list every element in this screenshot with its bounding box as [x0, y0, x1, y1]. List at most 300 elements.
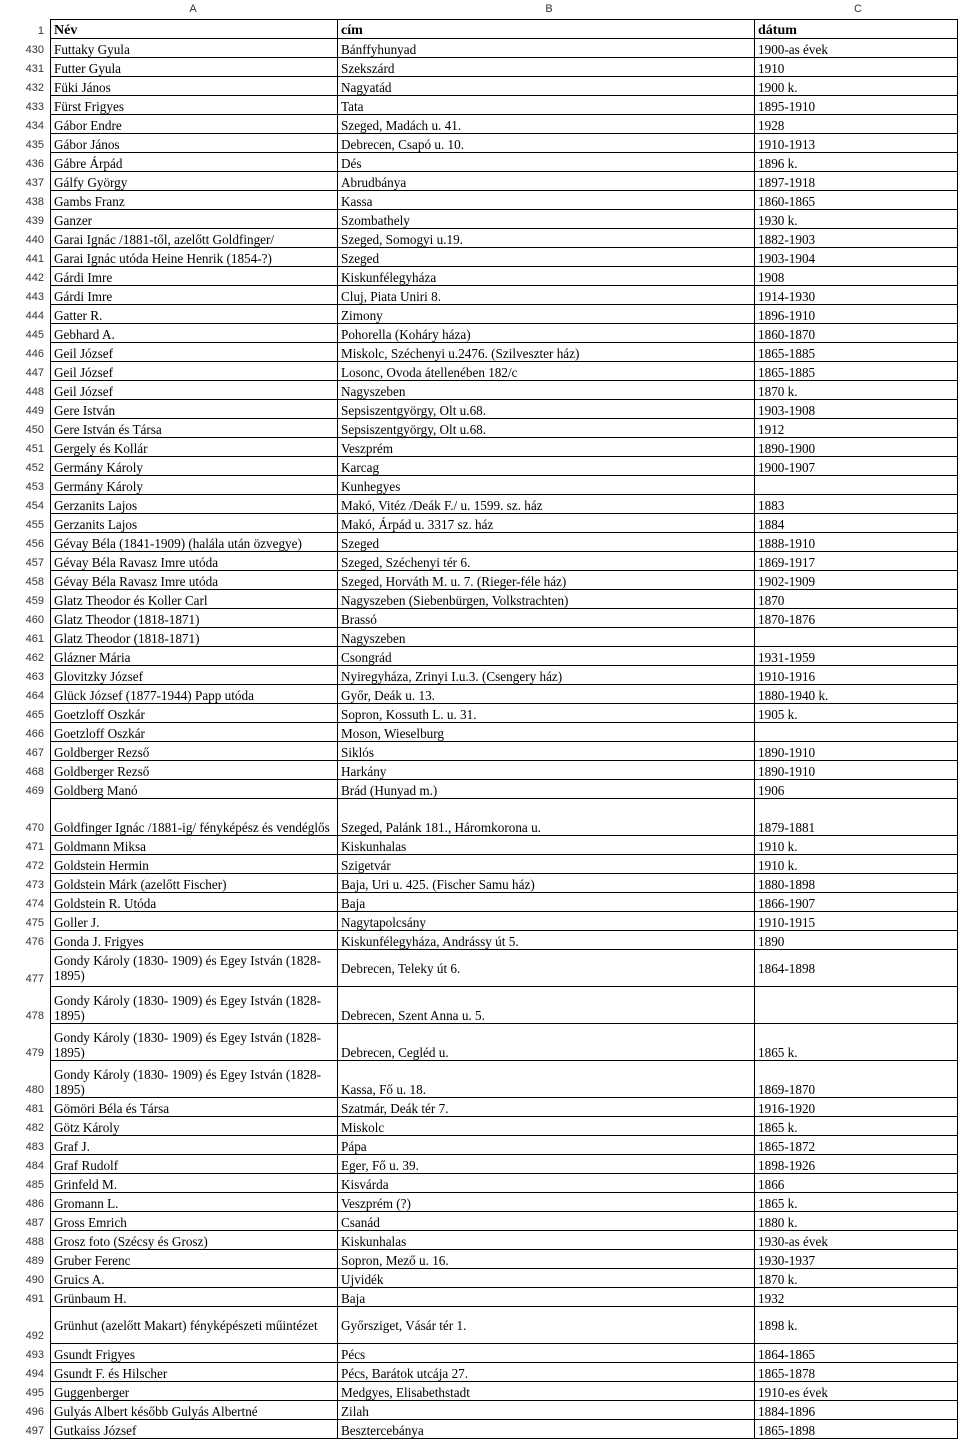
- date-cell[interactable]: [755, 987, 958, 1024]
- row-number[interactable]: 489: [25, 1254, 44, 1267]
- name-cell[interactable]: Glovitzky József: [51, 666, 338, 685]
- row-number[interactable]: 451: [25, 442, 44, 455]
- date-cell[interactable]: 1902-1909: [755, 571, 958, 590]
- name-cell[interactable]: Fürst Frigyes: [51, 96, 338, 115]
- name-cell[interactable]: Gárdi Imre: [51, 286, 338, 305]
- name-cell[interactable]: Gábor Endre: [51, 115, 338, 134]
- name-cell[interactable]: Gergely és Kollár: [51, 438, 338, 457]
- row-number[interactable]: 444: [25, 309, 44, 322]
- name-cell[interactable]: Goldstein Hermin: [51, 855, 338, 874]
- address-cell[interactable]: Kunhegyes: [338, 476, 755, 495]
- row-number[interactable]: 449: [25, 404, 44, 417]
- address-cell[interactable]: Kassa, Fő u. 18.: [338, 1061, 755, 1098]
- row-number[interactable]: 465: [25, 708, 44, 721]
- address-cell[interactable]: Kiskunfélegyháza, Andrássy út 5.: [338, 931, 755, 950]
- date-cell[interactable]: 1880-1898: [755, 874, 958, 893]
- name-cell[interactable]: Götz Károly: [51, 1117, 338, 1136]
- date-cell[interactable]: 1865 k.: [755, 1193, 958, 1212]
- date-cell[interactable]: 1890-1900: [755, 438, 958, 457]
- date-cell[interactable]: 1930-as évek: [755, 1231, 958, 1250]
- address-cell[interactable]: Pécs: [338, 1344, 755, 1363]
- row-number[interactable]: 462: [25, 651, 44, 664]
- date-cell[interactable]: 1890-1910: [755, 761, 958, 780]
- date-cell[interactable]: 1879-1881: [755, 799, 958, 836]
- date-cell[interactable]: 1931-1959: [755, 647, 958, 666]
- date-cell[interactable]: [755, 476, 958, 495]
- name-cell[interactable]: Goetzloff Oszkár: [51, 723, 338, 742]
- date-cell[interactable]: 1910-1915: [755, 912, 958, 931]
- row-number[interactable]: 486: [25, 1197, 44, 1210]
- address-cell[interactable]: Baja: [338, 1288, 755, 1307]
- date-cell[interactable]: 1898 k.: [755, 1307, 958, 1344]
- address-cell[interactable]: Nagytapolcsány: [338, 912, 755, 931]
- name-cell[interactable]: Grünhut (azelőtt Makart) fényképészeti műintézet: [51, 1307, 338, 1344]
- address-cell[interactable]: Nagyszeben (Siebenbürgen, Volkstrachten): [338, 590, 755, 609]
- row-number[interactable]: 438: [25, 195, 44, 208]
- address-cell[interactable]: Kisvárda: [338, 1174, 755, 1193]
- date-cell[interactable]: [755, 628, 958, 647]
- address-cell[interactable]: Brassó: [338, 609, 755, 628]
- date-cell[interactable]: 1865-1898: [755, 1420, 958, 1439]
- date-cell[interactable]: 1890-1910: [755, 742, 958, 761]
- address-cell[interactable]: Sopron, Kossuth L. u. 31.: [338, 704, 755, 723]
- date-cell[interactable]: 1864-1865: [755, 1344, 958, 1363]
- date-cell[interactable]: 1870-1876: [755, 609, 958, 628]
- name-cell[interactable]: Gerzanits Lajos: [51, 495, 338, 514]
- address-cell[interactable]: Bánffyhunyad: [338, 39, 755, 58]
- address-cell[interactable]: Dés: [338, 153, 755, 172]
- address-cell[interactable]: Eger, Fő u. 39.: [338, 1155, 755, 1174]
- name-cell[interactable]: Geil József: [51, 362, 338, 381]
- address-cell[interactable]: Veszprém: [338, 438, 755, 457]
- row-number[interactable]: 469: [25, 784, 44, 797]
- table-row: [0, 1212, 958, 1231]
- name-cell[interactable]: Füki János: [51, 77, 338, 96]
- name-cell[interactable]: Germány Károly: [51, 476, 338, 495]
- date-cell[interactable]: 1914-1930: [755, 286, 958, 305]
- address-cell[interactable]: Nagyszeben: [338, 381, 755, 400]
- name-cell[interactable]: Graf J.: [51, 1136, 338, 1155]
- address-cell[interactable]: Győr, Deák u. 13.: [338, 685, 755, 704]
- address-cell[interactable]: Szigetvár: [338, 855, 755, 874]
- row-number[interactable]: 440: [25, 233, 44, 246]
- name-cell[interactable]: Goetzloff Oszkár: [51, 704, 338, 723]
- row-number[interactable]: 492: [25, 1329, 44, 1342]
- date-cell[interactable]: 1869-1870: [755, 1061, 958, 1098]
- date-cell[interactable]: 1912: [755, 419, 958, 438]
- table-row: [0, 438, 958, 457]
- row-number[interactable]: 442: [25, 271, 44, 284]
- row-number[interactable]: 431: [25, 62, 44, 75]
- address-cell[interactable]: Sepsiszentgyörgy, Olt u.68.: [338, 419, 755, 438]
- address-cell[interactable]: Zimony: [338, 305, 755, 324]
- date-cell[interactable]: 1860-1870: [755, 324, 958, 343]
- row-number[interactable]: 433: [25, 100, 44, 113]
- row-number[interactable]: 493: [25, 1348, 44, 1361]
- table-row: [0, 647, 958, 666]
- name-cell[interactable]: Goldberger Rezső: [51, 742, 338, 761]
- date-cell[interactable]: 1865-1885: [755, 362, 958, 381]
- row-number[interactable]: 450: [25, 423, 44, 436]
- name-cell[interactable]: Grinfeld M.: [51, 1174, 338, 1193]
- row-number[interactable]: 480: [25, 1083, 44, 1096]
- row-number[interactable]: 485: [25, 1178, 44, 1191]
- date-cell[interactable]: 1916-1920: [755, 1098, 958, 1117]
- name-cell[interactable]: Gambs Franz: [51, 191, 338, 210]
- address-cell[interactable]: Abrudbánya: [338, 172, 755, 191]
- name-cell[interactable]: Glatz Theodor (1818-1871): [51, 609, 338, 628]
- address-cell[interactable]: Baja: [338, 893, 755, 912]
- row-number[interactable]: 458: [25, 575, 44, 588]
- table-row: [0, 191, 958, 210]
- row-number[interactable]: 456: [25, 537, 44, 550]
- address-cell[interactable]: Besztercebánya: [338, 1420, 755, 1439]
- date-cell[interactable]: 1897-1918: [755, 172, 958, 191]
- table-row: [0, 305, 958, 324]
- column-header-a[interactable]: A: [189, 3, 197, 15]
- address-cell[interactable]: Harkány: [338, 761, 755, 780]
- name-cell[interactable]: Gsundt F. és Hilscher: [51, 1363, 338, 1382]
- name-cell[interactable]: Futter Gyula: [51, 58, 338, 77]
- row-number[interactable]: 494: [25, 1367, 44, 1380]
- date-cell[interactable]: 1866: [755, 1174, 958, 1193]
- name-cell[interactable]: Gévay Béla Ravasz Imre utóda: [51, 552, 338, 571]
- name-cell[interactable]: Gere István és Társa: [51, 419, 338, 438]
- row-number[interactable]: 483: [25, 1140, 44, 1153]
- table-row: [0, 514, 958, 533]
- date-cell[interactable]: 1910-1913: [755, 134, 958, 153]
- date-cell[interactable]: 1910 k.: [755, 836, 958, 855]
- date-cell[interactable]: 1884: [755, 514, 958, 533]
- table-row: [0, 723, 958, 742]
- name-cell[interactable]: Gebhard A.: [51, 324, 338, 343]
- row-number[interactable]: 452: [25, 461, 44, 474]
- address-cell[interactable]: Losonc, Ovoda átellenében 182/c: [338, 362, 755, 381]
- date-cell[interactable]: 1888-1910: [755, 533, 958, 552]
- address-cell[interactable]: Sopron, Mező u. 16.: [338, 1250, 755, 1269]
- address-cell[interactable]: Szatmár, Deák tér 7.: [338, 1098, 755, 1117]
- date-cell[interactable]: 1890: [755, 931, 958, 950]
- date-cell[interactable]: 1930-1937: [755, 1250, 958, 1269]
- row-number[interactable]: 477: [25, 972, 44, 985]
- date-cell[interactable]: 1864-1898: [755, 950, 958, 987]
- row-number[interactable]: 474: [25, 897, 44, 910]
- name-cell[interactable]: Glatz Theodor (1818-1871): [51, 628, 338, 647]
- date-cell[interactable]: 1903-1904: [755, 248, 958, 267]
- name-cell[interactable]: Gross Emrich: [51, 1212, 338, 1231]
- table-row: [0, 495, 958, 514]
- address-cell[interactable]: Pécs, Barátok utcája 27.: [338, 1363, 755, 1382]
- address-cell[interactable]: Baja, Uri u. 425. (Fischer Samu ház): [338, 874, 755, 893]
- date-cell[interactable]: 1865 k.: [755, 1117, 958, 1136]
- table-row: [0, 400, 958, 419]
- row-number[interactable]: 435: [25, 138, 44, 151]
- address-cell[interactable]: Brád (Hunyad m.): [338, 780, 755, 799]
- row-number[interactable]: 457: [25, 556, 44, 569]
- row-number[interactable]: 488: [25, 1235, 44, 1248]
- name-cell[interactable]: Geil József: [51, 381, 338, 400]
- row-number[interactable]: 478: [25, 1009, 44, 1022]
- row-number[interactable]: 487: [25, 1216, 44, 1229]
- date-cell[interactable]: 1928: [755, 115, 958, 134]
- name-cell[interactable]: Gutkaiss József: [51, 1420, 338, 1439]
- date-cell[interactable]: 1910 k.: [755, 855, 958, 874]
- row-number[interactable]: 430: [25, 43, 44, 56]
- address-cell[interactable]: Kiskunhalas: [338, 1231, 755, 1250]
- name-cell[interactable]: Gondy Károly (1830- 1909) és Egey István (1828-1895): [51, 1024, 338, 1061]
- date-cell[interactable]: 1903-1908: [755, 400, 958, 419]
- date-cell[interactable]: 1932: [755, 1288, 958, 1307]
- row-number[interactable]: 463: [25, 670, 44, 683]
- address-cell[interactable]: Pohorella (Koháry háza): [338, 324, 755, 343]
- row-number[interactable]: 468: [25, 765, 44, 778]
- name-cell[interactable]: Germány Károly: [51, 457, 338, 476]
- table-row: [0, 96, 958, 115]
- row-number[interactable]: 484: [25, 1159, 44, 1172]
- address-cell[interactable]: Szeged, Palánk 181., Háromkorona u.: [338, 799, 755, 836]
- name-cell[interactable]: Gálfy György: [51, 172, 338, 191]
- address-cell[interactable]: Miskolc, Széchenyi u.2476. (Szilveszter ház): [338, 343, 755, 362]
- address-cell[interactable]: Kiskunhalas: [338, 836, 755, 855]
- address-cell[interactable]: Szeged, Somogyi u.19.: [338, 229, 755, 248]
- address-cell[interactable]: Szombathely: [338, 210, 755, 229]
- name-cell[interactable]: Goller J.: [51, 912, 338, 931]
- date-cell[interactable]: 1883: [755, 495, 958, 514]
- name-cell[interactable]: Graf Rudolf: [51, 1155, 338, 1174]
- address-cell[interactable]: Tata: [338, 96, 755, 115]
- row-number[interactable]: 432: [25, 81, 44, 94]
- name-cell[interactable]: Glatz Theodor és Koller Carl: [51, 590, 338, 609]
- header-date-cell[interactable]: dátum: [755, 20, 958, 39]
- name-cell[interactable]: Gárdi Imre: [51, 267, 338, 286]
- name-cell[interactable]: Gromann L.: [51, 1193, 338, 1212]
- name-cell[interactable]: Goldmann Miksa: [51, 836, 338, 855]
- row-number[interactable]: 490: [25, 1273, 44, 1286]
- date-cell[interactable]: 1880 k.: [755, 1212, 958, 1231]
- address-cell[interactable]: Kassa: [338, 191, 755, 210]
- row-number[interactable]: 461: [25, 632, 44, 645]
- address-cell[interactable]: Csanád: [338, 1212, 755, 1231]
- row-number[interactable]: 455: [25, 518, 44, 531]
- row-number[interactable]: 453: [25, 480, 44, 493]
- row-number[interactable]: 466: [25, 727, 44, 740]
- date-cell[interactable]: 1900-1907: [755, 457, 958, 476]
- address-cell[interactable]: Zilah: [338, 1401, 755, 1420]
- date-cell[interactable]: 1884-1896: [755, 1401, 958, 1420]
- address-cell[interactable]: Szekszárd: [338, 58, 755, 77]
- address-cell[interactable]: Makó, Árpád u. 3317 sz. ház: [338, 514, 755, 533]
- table-row: [0, 1155, 958, 1174]
- address-cell[interactable]: Szeged, Széchenyi tér 6.: [338, 552, 755, 571]
- row-number[interactable]: 476: [25, 935, 44, 948]
- name-cell[interactable]: Gondy Károly (1830- 1909) és Egey István (1828-1895): [51, 950, 338, 987]
- name-cell[interactable]: Geil József: [51, 343, 338, 362]
- row-number[interactable]: 437: [25, 176, 44, 189]
- name-cell[interactable]: Gruics A.: [51, 1269, 338, 1288]
- table-row: [0, 267, 958, 286]
- name-cell[interactable]: Ganzer: [51, 210, 338, 229]
- address-cell[interactable]: Karcag: [338, 457, 755, 476]
- date-cell[interactable]: 1865-1885: [755, 343, 958, 362]
- name-cell[interactable]: Garai Ignác /1881-től, azelőtt Goldfinger/: [51, 229, 338, 248]
- address-cell[interactable]: Moson, Wieselburg: [338, 723, 755, 742]
- table-row: [0, 1307, 958, 1344]
- date-cell[interactable]: 1910-es évek: [755, 1382, 958, 1401]
- date-cell[interactable]: 1900 k.: [755, 77, 958, 96]
- row-number[interactable]: 448: [25, 385, 44, 398]
- name-cell[interactable]: Goldstein R. Utóda: [51, 893, 338, 912]
- header-row: [0, 20, 958, 39]
- name-cell[interactable]: Guggenberger: [51, 1382, 338, 1401]
- row-number[interactable]: 454: [25, 499, 44, 512]
- name-cell[interactable]: Grosz foto (Szécsy és Grosz): [51, 1231, 338, 1250]
- date-cell[interactable]: 1865-1872: [755, 1136, 958, 1155]
- name-cell[interactable]: Gondy Károly (1830- 1909) és Egey István (1828-1895): [51, 987, 338, 1024]
- date-cell[interactable]: 1908: [755, 267, 958, 286]
- name-cell[interactable]: Gondy Károly (1830- 1909) és Egey István (1828-1895): [51, 1061, 338, 1098]
- row-number[interactable]: 441: [25, 252, 44, 265]
- address-cell[interactable]: Miskolc: [338, 1117, 755, 1136]
- date-cell[interactable]: 1896-1910: [755, 305, 958, 324]
- name-cell[interactable]: Gruber Ferenc: [51, 1250, 338, 1269]
- table-row: [0, 153, 958, 172]
- address-cell[interactable]: Debrecen, Cegléd u.: [338, 1024, 755, 1061]
- row-number[interactable]: 472: [25, 859, 44, 872]
- row-number[interactable]: 447: [25, 366, 44, 379]
- date-cell[interactable]: 1905 k.: [755, 704, 958, 723]
- row-number[interactable]: 443: [25, 290, 44, 303]
- date-cell[interactable]: 1900-as évek: [755, 39, 958, 58]
- row-number[interactable]: 436: [25, 157, 44, 170]
- row-number[interactable]: 434: [25, 119, 44, 132]
- date-cell[interactable]: [755, 723, 958, 742]
- name-cell[interactable]: Grünbaum H.: [51, 1288, 338, 1307]
- row-number[interactable]: 439: [25, 214, 44, 227]
- name-cell[interactable]: Goldberg Manó: [51, 780, 338, 799]
- date-cell[interactable]: 1870: [755, 590, 958, 609]
- row-number[interactable]: 445: [25, 328, 44, 341]
- row-number[interactable]: 464: [25, 689, 44, 702]
- date-cell[interactable]: 1870 k.: [755, 381, 958, 400]
- address-cell[interactable]: Nagyszeben: [338, 628, 755, 647]
- name-cell[interactable]: Goldfinger Ignác /1881-ig/ fényképész és vendéglős: [51, 799, 338, 836]
- row-number[interactable]: 497: [25, 1424, 44, 1437]
- date-cell[interactable]: 1906: [755, 780, 958, 799]
- name-cell[interactable]: Futtaky Gyula: [51, 39, 338, 58]
- date-cell[interactable]: 1896 k.: [755, 153, 958, 172]
- row-number[interactable]: 495: [25, 1386, 44, 1399]
- spreadsheet-table: [0, 19, 958, 1439]
- table-row: [0, 950, 958, 987]
- date-cell[interactable]: 1895-1910: [755, 96, 958, 115]
- name-cell[interactable]: Gsundt Frigyes: [51, 1344, 338, 1363]
- address-cell[interactable]: Ujvidék: [338, 1269, 755, 1288]
- table-row: [0, 799, 958, 836]
- date-cell[interactable]: 1910-1916: [755, 666, 958, 685]
- header-name-cell[interactable]: Név: [51, 20, 338, 39]
- date-cell[interactable]: 1869-1917: [755, 552, 958, 571]
- row-number[interactable]: 460: [25, 613, 44, 626]
- name-cell[interactable]: Gatter R.: [51, 305, 338, 324]
- row-number[interactable]: 473: [25, 878, 44, 891]
- date-cell[interactable]: 1866-1907: [755, 893, 958, 912]
- name-cell[interactable]: Gulyás Albert később Gulyás Albertné: [51, 1401, 338, 1420]
- date-cell[interactable]: 1910: [755, 58, 958, 77]
- address-cell[interactable]: Cluj, Piata Uniri 8.: [338, 286, 755, 305]
- date-cell[interactable]: 1865 k.: [755, 1024, 958, 1061]
- address-cell[interactable]: Szeged, Madách u. 41.: [338, 115, 755, 134]
- name-cell[interactable]: Gere István: [51, 400, 338, 419]
- name-cell[interactable]: Gévay Béla (1841-1909) (halála után özvegye): [51, 533, 338, 552]
- header-address-cell[interactable]: cím: [338, 20, 755, 39]
- address-cell[interactable]: Nyiregyháza, Zrinyi I.u.3. (Csengery ház): [338, 666, 755, 685]
- address-cell[interactable]: Csongrád: [338, 647, 755, 666]
- address-cell[interactable]: Szeged: [338, 533, 755, 552]
- row-number[interactable]: 459: [25, 594, 44, 607]
- date-cell[interactable]: 1930 k.: [755, 210, 958, 229]
- address-cell[interactable]: Győrsziget, Vásár tér 1.: [338, 1307, 755, 1344]
- row-number[interactable]: 1: [37, 24, 44, 37]
- row-number[interactable]: 482: [25, 1121, 44, 1134]
- date-cell[interactable]: 1865-1878: [755, 1363, 958, 1382]
- column-header-c[interactable]: C: [854, 3, 862, 15]
- table-row: [0, 1098, 958, 1117]
- table-row: [0, 590, 958, 609]
- row-number[interactable]: 446: [25, 347, 44, 360]
- address-cell[interactable]: Veszprém (?): [338, 1193, 755, 1212]
- row-number[interactable]: 475: [25, 916, 44, 929]
- row-number[interactable]: 467: [25, 746, 44, 759]
- date-cell[interactable]: 1898-1926: [755, 1155, 958, 1174]
- address-cell[interactable]: Pápa: [338, 1136, 755, 1155]
- name-cell[interactable]: Gábre Árpád: [51, 153, 338, 172]
- name-cell[interactable]: Glück József (1877-1944) Papp utóda: [51, 685, 338, 704]
- date-cell[interactable]: 1882-1903: [755, 229, 958, 248]
- name-cell[interactable]: Gömöri Béla és Társa: [51, 1098, 338, 1117]
- date-cell[interactable]: 1870 k.: [755, 1269, 958, 1288]
- name-cell[interactable]: Glázner Mária: [51, 647, 338, 666]
- name-cell[interactable]: Goldstein Márk (azelőtt Fischer): [51, 874, 338, 893]
- row-number[interactable]: 471: [25, 840, 44, 853]
- address-cell[interactable]: Sepsiszentgyörgy, Olt u.68.: [338, 400, 755, 419]
- name-cell[interactable]: Gerzanits Lajos: [51, 514, 338, 533]
- name-cell[interactable]: Gévay Béla Ravasz Imre utóda: [51, 571, 338, 590]
- address-cell[interactable]: Debrecen, Teleky út 6.: [338, 950, 755, 987]
- row-number[interactable]: 496: [25, 1405, 44, 1418]
- row-number[interactable]: 470: [25, 821, 44, 834]
- address-cell[interactable]: Kiskunfélegyháza: [338, 267, 755, 286]
- address-cell[interactable]: Nagyatád: [338, 77, 755, 96]
- name-cell[interactable]: Goldberger Rezső: [51, 761, 338, 780]
- address-cell[interactable]: Debrecen, Szent Anna u. 5.: [338, 987, 755, 1024]
- address-cell[interactable]: Szeged, Horváth M. u. 7. (Rieger-féle ház): [338, 571, 755, 590]
- address-cell[interactable]: Szeged: [338, 248, 755, 267]
- address-cell[interactable]: Medgyes, Elisabethstadt: [338, 1382, 755, 1401]
- address-cell[interactable]: Siklós: [338, 742, 755, 761]
- name-cell[interactable]: Garai Ignác utóda Heine Henrik (1854-?): [51, 248, 338, 267]
- address-cell[interactable]: Makó, Vitéz /Deák F./ u. 1599. sz. ház: [338, 495, 755, 514]
- row-number[interactable]: 479: [25, 1046, 44, 1059]
- column-header-b[interactable]: B: [545, 3, 553, 15]
- name-cell[interactable]: Gonda J. Frigyes: [51, 931, 338, 950]
- table-row: [0, 1231, 958, 1250]
- row-number[interactable]: 481: [25, 1102, 44, 1115]
- date-cell[interactable]: 1860-1865: [755, 191, 958, 210]
- address-cell[interactable]: Debrecen, Csapó u. 10.: [338, 134, 755, 153]
- name-cell[interactable]: Gábor János: [51, 134, 338, 153]
- row-number[interactable]: 491: [25, 1292, 44, 1305]
- date-cell[interactable]: 1880-1940 k.: [755, 685, 958, 704]
